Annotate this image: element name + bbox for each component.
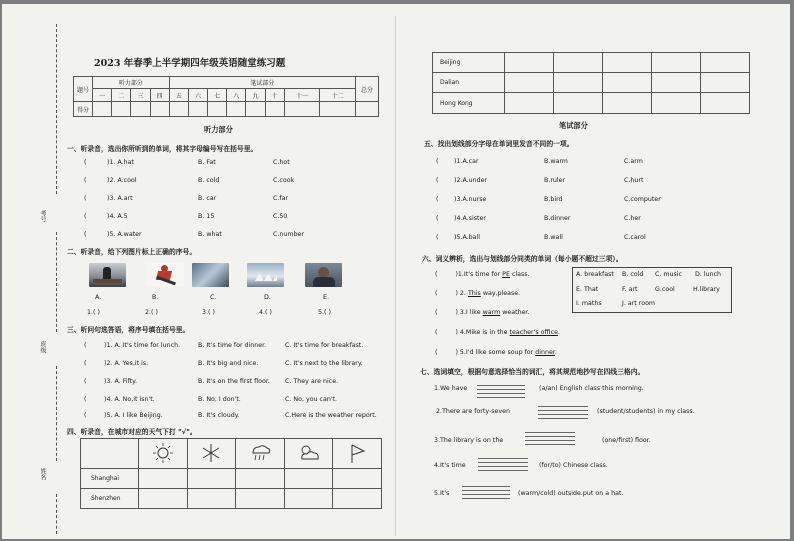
- option-b: B. car: [198, 195, 217, 202]
- written-heading: 笔试部分: [559, 121, 588, 130]
- sentence-end: (warm/cold) outside.put on a hat.: [518, 490, 624, 497]
- picture-label: A.: [95, 294, 102, 301]
- picture-label: D.: [264, 294, 271, 301]
- option-b: B. It's big and nice.: [198, 360, 259, 367]
- score-cell[interactable]: [227, 102, 246, 117]
- option-b: B.wall: [544, 234, 563, 241]
- sentence-text: ) 4.Mike is in the: [455, 329, 510, 336]
- tick-cell[interactable]: [236, 489, 285, 509]
- exam-sheet: [2, 4, 790, 539]
- score-cell[interactable]: [208, 102, 227, 117]
- answer-paren[interactable]: (: [435, 329, 438, 336]
- section5-heading: 五、找出划线部分字母在单词里发音不同的一项。: [424, 140, 574, 148]
- tick-cell[interactable]: [284, 469, 333, 489]
- sentence-start: 5.It's: [434, 490, 450, 497]
- picture-label: E.: [323, 294, 329, 301]
- option-b: B. cold: [198, 177, 220, 184]
- sentence-end: (student/students) in my class.: [597, 408, 695, 415]
- option-a: )4. A.5: [107, 213, 128, 220]
- answer-paren[interactable]: (: [84, 342, 87, 349]
- sentence-end: (one/first) floor.: [602, 437, 651, 444]
- windy-icon: [333, 439, 382, 469]
- tick-cell[interactable]: [603, 93, 652, 114]
- picture-winter-scene: [192, 263, 229, 287]
- option-a: )3. A.art: [107, 195, 133, 202]
- answer-paren[interactable]: (: [84, 195, 87, 202]
- score-cell[interactable]: [188, 102, 207, 117]
- sentence-text: ) 5.I'd like some soup for: [455, 349, 536, 356]
- qnum-cell: 八: [227, 89, 246, 102]
- option-a: )3. A. Fifty.: [104, 378, 137, 385]
- option-c: C.hot: [273, 159, 290, 166]
- city-shenzhen: Shenzhen: [81, 489, 139, 509]
- tick-cell[interactable]: [333, 469, 382, 489]
- word-option: I. maths: [576, 300, 602, 307]
- cloudy-icon: [284, 439, 333, 469]
- answer-blank[interactable]: 3.( ): [202, 309, 215, 316]
- sentence-text: class.: [509, 271, 530, 278]
- tick-cell[interactable]: [603, 53, 652, 73]
- sentence-text: way,please.: [480, 290, 521, 297]
- section1-heading: 一、听录音，选出你所听到的单词，将其字母编号写在括号里。: [67, 145, 258, 153]
- weather-table-left: [80, 438, 382, 509]
- tick-cell[interactable]: [505, 93, 554, 114]
- section7-heading: 七、选词填空，根据句意选择恰当的词汇，将其规范地抄写在四线三格内。: [420, 368, 645, 376]
- option-c: C.number: [273, 231, 304, 238]
- tick-cell[interactable]: [701, 53, 750, 73]
- qnum-label: 题号: [74, 77, 93, 102]
- page-divider: [395, 16, 396, 536]
- city-hongkong: Hong Kong: [433, 93, 505, 114]
- answer-paren[interactable]: (: [435, 290, 438, 297]
- score-table: [73, 76, 379, 117]
- option-c: C.carol: [624, 234, 646, 241]
- option-c: C. It's next to the library.: [285, 360, 363, 367]
- word-option: C. music: [655, 271, 683, 278]
- word-option: D. lunch: [695, 271, 722, 278]
- answer-paren[interactable]: (: [436, 215, 439, 222]
- underlined-word: PE: [502, 271, 510, 278]
- picture-label: B.: [152, 294, 159, 301]
- score-label: 得分: [74, 102, 93, 117]
- qnum-cell: 七: [208, 89, 227, 102]
- city-beijing: Beijing: [433, 53, 505, 73]
- score-cell[interactable]: [265, 102, 284, 117]
- option-b: B. 15: [198, 213, 215, 220]
- qnum-cell: 五: [169, 89, 188, 102]
- qnum-cell: 九: [246, 89, 265, 102]
- tick-cell[interactable]: [554, 73, 603, 93]
- binding-line: [56, 24, 57, 194]
- tick-cell[interactable]: [652, 93, 701, 114]
- option-a: )2. A.cool: [107, 177, 137, 184]
- answer-paren[interactable]: (: [84, 396, 87, 403]
- option-b: B. It's time for dinner.: [198, 342, 267, 349]
- qnum-cell: 十一: [284, 89, 320, 102]
- answer-paren[interactable]: (: [84, 213, 87, 220]
- sentence-start: 3.The library is on the: [434, 437, 504, 444]
- word-option: H.library: [693, 286, 720, 293]
- option-b: B.warm: [544, 158, 568, 165]
- option-c: C.computer: [624, 196, 661, 203]
- exam-title: 2023 年春季上半学期四年级英语随堂练习题: [94, 58, 286, 69]
- option-c: C.50: [273, 213, 288, 220]
- qnum-cell: 二: [112, 89, 131, 102]
- total-head: 总分: [356, 77, 379, 102]
- name-label: 姓名: [39, 468, 46, 480]
- answer-blank[interactable]: 2.( ): [145, 309, 158, 316]
- option-b: B. It's on the first floor.: [198, 378, 270, 385]
- sentence-text: .: [557, 329, 560, 336]
- word-option: J. art room: [622, 300, 656, 307]
- picture-opera-house: [247, 263, 284, 287]
- answer-blank[interactable]: 5.( ): [318, 309, 331, 316]
- score-cell[interactable]: [320, 102, 356, 117]
- class-label: 班级: [39, 341, 46, 353]
- option-c: C. No, you can't.: [285, 396, 338, 403]
- score-cell[interactable]: [150, 102, 169, 117]
- tick-cell[interactable]: [701, 93, 750, 114]
- option-a: )5.A.ball: [454, 234, 481, 241]
- answer-paren[interactable]: (: [84, 412, 87, 419]
- option-c: C. It's time for breakfast.: [285, 342, 364, 349]
- answer-blank[interactable]: 1.( ): [87, 309, 100, 316]
- option-b: B.dinner: [544, 215, 571, 222]
- picture-footballer: [147, 263, 184, 287]
- option-c: C. They are nice.: [285, 378, 339, 385]
- tick-cell[interactable]: [505, 53, 554, 73]
- underlined-word: teacher's office: [509, 329, 558, 336]
- exam-number-label: 考号: [39, 210, 46, 222]
- option-a: )5. A. I like Beijing.: [104, 412, 163, 419]
- tick-cell[interactable]: [652, 53, 701, 73]
- qnum-cell: 十: [265, 89, 284, 102]
- tick-cell[interactable]: [652, 73, 701, 93]
- binding-line: [56, 366, 57, 461]
- tick-cell[interactable]: [236, 469, 285, 489]
- city-dalian: Dalian: [433, 73, 505, 93]
- sentence-end: (a/an) English class this morning.: [539, 385, 644, 392]
- tick-cell[interactable]: [505, 73, 554, 93]
- city-shanghai: Shanghai: [81, 469, 139, 489]
- answer-paren[interactable]: (: [435, 271, 438, 278]
- option-b: B.bird: [544, 196, 563, 203]
- picture-label: C.: [210, 294, 217, 301]
- qnum-cell: 四: [150, 89, 169, 102]
- option-c: C.hurt: [624, 177, 644, 184]
- option-b: B. Fat: [198, 159, 216, 166]
- word-option: E. That: [576, 286, 599, 293]
- option-c: C.her: [624, 215, 641, 222]
- answer-blank[interactable]: 4.( ): [259, 309, 272, 316]
- qnum-cell: 三: [131, 89, 150, 102]
- option-c: C.far: [273, 195, 289, 202]
- option-c: C.cook: [273, 177, 295, 184]
- listening-heading: 听力部分: [204, 125, 233, 134]
- sentence-start: 4.It's time: [434, 462, 466, 469]
- sentence-start: 2.There are forty-seven: [436, 408, 510, 415]
- tick-cell[interactable]: [333, 489, 382, 509]
- answer-paren[interactable]: (: [84, 360, 87, 367]
- option-a: )1. A.hat: [107, 159, 134, 166]
- option-c: C.Here is the weather report.: [285, 412, 377, 419]
- score-cell[interactable]: [356, 102, 379, 117]
- qnum-cell: 十二: [320, 89, 356, 102]
- sentence-text: .: [554, 349, 557, 356]
- snowy-icon: [187, 439, 236, 469]
- sunny-icon: [139, 439, 188, 469]
- score-cell[interactable]: [169, 102, 188, 117]
- option-a: )1.A.car: [454, 158, 479, 165]
- sentence-text: )1.It's time for: [455, 271, 503, 278]
- section4-heading: 四、听录音，在城市对应的天气下打 "√"。: [67, 428, 197, 436]
- answer-paren[interactable]: (: [436, 158, 439, 165]
- score-cell[interactable]: [246, 102, 265, 117]
- answer-lines[interactable]: [477, 383, 525, 399]
- option-a: )4.A.sister: [454, 215, 486, 222]
- answer-paren[interactable]: (: [435, 349, 438, 356]
- tick-cell[interactable]: [139, 489, 188, 509]
- tick-cell[interactable]: [701, 73, 750, 93]
- option-a: )3.A.nurse: [454, 196, 487, 203]
- tick-cell[interactable]: [554, 53, 603, 73]
- answer-lines[interactable]: [525, 430, 575, 446]
- answer-paren[interactable]: (: [84, 177, 87, 184]
- sentence-end: (for/to) Chinese class.: [539, 462, 608, 469]
- qnum-cell: 六: [188, 89, 207, 102]
- option-b: B.ruler: [544, 177, 566, 184]
- written-part-head: 笔试部分: [169, 77, 355, 89]
- score-cell[interactable]: [131, 102, 150, 117]
- underlined-word: warm: [482, 309, 501, 316]
- answer-paren[interactable]: (: [84, 378, 87, 385]
- binding-line: [56, 232, 57, 332]
- answer-paren[interactable]: (: [436, 196, 439, 203]
- binding-line: [56, 494, 57, 534]
- answer-paren[interactable]: (: [436, 234, 439, 241]
- section6-heading: 六、词义辨析，选出与划线部分同类的单词（每小题不超过三项）。: [422, 255, 623, 263]
- word-option: F. art: [622, 286, 638, 293]
- picture-man-at-desk: [89, 263, 126, 287]
- answer-lines[interactable]: [462, 484, 510, 500]
- score-cell[interactable]: [112, 102, 131, 117]
- option-b: B. It's cloudy.: [198, 412, 240, 419]
- underlined-word: This: [467, 290, 481, 297]
- sentence-text: ) 2.: [455, 290, 468, 297]
- option-b: B. what: [198, 231, 222, 238]
- option-b: B. No, I don't.: [198, 396, 241, 403]
- answer-paren[interactable]: (: [84, 159, 87, 166]
- section3-heading: 三、听问句选答语，将序号填在括号里。: [67, 326, 190, 334]
- listening-part-head: 听力部分: [93, 77, 170, 89]
- answer-lines[interactable]: [478, 456, 528, 472]
- sentence-start: 1.We have: [434, 385, 468, 392]
- word-options-box: [572, 267, 732, 313]
- answer-lines[interactable]: [538, 404, 588, 420]
- picture-person-in-cold: [305, 263, 342, 287]
- option-a: )4. A. No,it isn't.: [104, 396, 155, 403]
- underlined-word: dinner: [535, 349, 555, 356]
- tick-cell[interactable]: [139, 469, 188, 489]
- option-a: )2.A.under: [454, 177, 488, 184]
- answer-paren[interactable]: (: [435, 309, 438, 316]
- option-a: )5. A.water: [107, 231, 142, 238]
- option-a: )1. A. It's time for lunch.: [104, 342, 181, 349]
- rainy-icon: [236, 439, 285, 469]
- answer-paren[interactable]: (: [436, 177, 439, 184]
- score-cell[interactable]: [284, 102, 320, 117]
- option-c: C.arm: [624, 158, 643, 165]
- tick-cell[interactable]: [603, 73, 652, 93]
- weather-table-right: [432, 52, 750, 114]
- sentence-text: weather.: [500, 309, 530, 316]
- tick-cell[interactable]: [554, 93, 603, 114]
- word-option: G.cool: [655, 286, 675, 293]
- sentence-text: ) 3.I like: [455, 309, 483, 316]
- tick-cell[interactable]: [187, 489, 236, 509]
- section2-heading: 二、听录音，给下列图片标上正确的序号。: [67, 248, 197, 256]
- option-a: )2. A. Yes,it is.: [104, 360, 149, 367]
- word-option: B. cold: [622, 271, 644, 278]
- qnum-cell: 一: [93, 89, 112, 102]
- answer-paren[interactable]: (: [84, 231, 87, 238]
- word-option: A. breakfast: [576, 271, 614, 278]
- tick-cell[interactable]: [284, 489, 333, 509]
- score-cell[interactable]: [93, 102, 112, 117]
- tick-cell[interactable]: [187, 469, 236, 489]
